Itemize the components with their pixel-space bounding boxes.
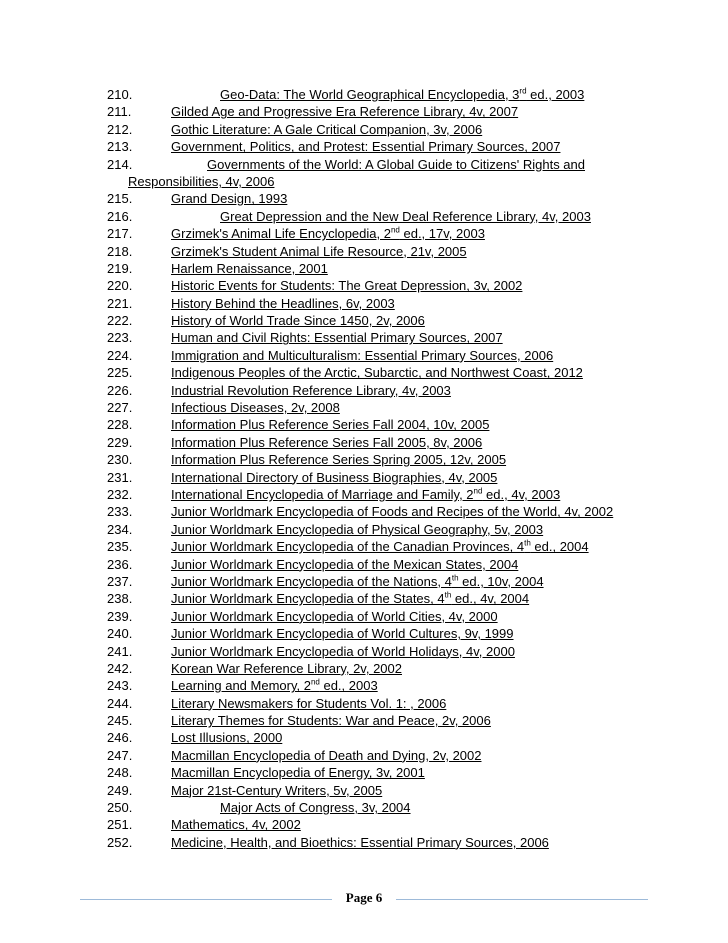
list-item [107,382,667,399]
item-number: 236. [107,556,133,572]
list-item [107,486,667,503]
item-title-link[interactable]: Macmillan Encyclopedia of Energy, 3v, 2001 [171,765,425,781]
page-footer [80,890,648,905]
item-title-link[interactable]: Immigration and Multiculturalism: Essential Primary Sources, 2006 [171,347,554,363]
list-item [107,243,667,260]
list-item [107,86,667,103]
list-item [107,103,667,120]
item-title-link[interactable]: Major Acts of Congress, 3v, 2004 [220,800,411,816]
item-title-link[interactable]: International Encyclopedia of Marriage and Family, 2nd ed., 4v, 2003 [171,486,561,502]
list-item [107,399,667,416]
list-item [107,643,667,660]
list-item [107,764,667,781]
item-title-link[interactable]: Junior Worldmark Encyclopedia of the Nations, 4th ed., 10v, 2004 [171,573,544,589]
list-item [107,208,667,225]
item-title-link[interactable]: Indigenous Peoples of the Arctic, Subarctic, and Northwest Coast, 2012 [171,365,583,381]
item-title-link[interactable]: Harlem Renaissance, 2001 [171,260,328,276]
item-number: 234. [107,521,133,537]
list-item [107,121,667,138]
item-title-link[interactable]: History of World Trade Since 1450, 2v, 2006 [171,313,425,329]
item-number: 221. [107,295,133,311]
item-title-link[interactable]: Information Plus Reference Series Fall 2004, 10v, 2005 [171,417,490,433]
list-item [107,521,667,538]
item-title-link[interactable]: Junior Worldmark Encyclopedia of World Cities, 4v, 2000 [171,608,498,624]
item-number: 244. [107,695,133,711]
item-number: 225. [107,365,133,381]
item-number: 216. [107,208,133,224]
item-number: 218. [107,243,133,259]
item-title-link[interactable]: Grzimek's Animal Life Encyclopedia, 2nd ed., 17v, 2003 [171,225,485,242]
item-number: 235. [107,539,133,555]
item-title-link[interactable]: Gothic Literature: A Gale Critical Companion, 3v, 2006 [171,121,483,137]
item-title-link[interactable]: Junior Worldmark Encyclopedia of the States, 4th ed., 4v, 2004 [171,591,530,607]
item-number: 213. [107,139,133,155]
item-title-link[interactable]: Governments of the World: A Global Guide to Citizens' Rights and [207,156,585,172]
item-number: 215. [107,191,133,207]
item-number: 220. [107,278,133,294]
item-title-link[interactable]: Junior Worldmark Encyclopedia of World Cultures, 9v, 1999 [171,626,514,642]
list-item [107,590,667,607]
item-title-link[interactable]: Grand Design, 1993 [171,191,288,207]
list-item [107,503,667,520]
list-item [107,747,667,764]
item-number: 242. [107,660,133,676]
item-title-link[interactable]: Literary Newsmakers for Students Vol. 1: , 2006 [171,695,447,711]
list-item [107,277,667,294]
item-number: 248. [107,765,133,781]
item-number: 237. [107,573,133,589]
item-title-link[interactable]: Mathematics, 4v, 2002 [171,817,301,833]
list-item [107,138,667,155]
list-item [107,260,667,277]
item-number: 247. [107,747,133,763]
list-item [107,712,667,729]
list-item [107,834,667,851]
list-item [107,347,667,364]
item-title-link[interactable]: Geo-Data: The World Geographical Encyclopedia, 3rd ed., 2003 [220,86,585,102]
item-number: 245. [107,713,133,729]
item-number: 249. [107,782,133,798]
item-title-link[interactable]: Literary Themes for Students: War and Peace, 2v, 2006 [171,713,491,729]
item-number: 229. [107,434,133,450]
item-title-link[interactable]: Information Plus Reference Series Fall 2005, 8v, 2006 [171,434,483,450]
list-item [107,608,667,625]
list-item [107,225,667,242]
item-number: 238. [107,591,133,607]
list-item [107,451,667,468]
item-number: 252. [107,834,133,850]
item-number: 227. [107,400,133,416]
item-number: 214. [107,156,133,172]
item-number: 250. [107,800,133,816]
item-title-link[interactable]: Government, Politics, and Protest: Essential Primary Sources, 2007 [171,139,561,155]
item-title-link[interactable]: Industrial Revolution Reference Library, 4v, 2003 [171,382,451,398]
list-item [107,625,667,642]
list-item [107,782,667,799]
item-title-link[interactable]: Infectious Diseases, 2v, 2008 [171,400,340,416]
list-item [107,695,667,712]
item-title-link[interactable]: Junior Worldmark Encyclopedia of the Mexican States, 2004 [171,556,519,572]
item-number: 251. [107,817,133,833]
item-title-link[interactable]: Great Depression and the New Deal Reference Library, 4v, 2003 [220,208,591,224]
item-number: 243. [107,678,133,694]
item-title-link[interactable]: Major 21st-Century Writers, 5v, 2005 [171,782,383,798]
item-number: 219. [107,260,133,276]
item-number: 223. [107,330,133,346]
list-item [107,364,667,381]
item-number: 240. [107,626,133,642]
item-number: 224. [107,347,133,363]
item-number: 241. [107,643,133,659]
item-title-link[interactable]: Junior Worldmark Encyclopedia of Foods and Recipes of the World, 4v, 2002 [171,504,614,520]
list-item [107,677,667,694]
list-item [107,729,667,746]
item-number: 210. [107,87,133,102]
list-item [107,190,667,207]
item-title-link[interactable]: Grzimek's Student Animal Life Resource, 21v, 2005 [171,243,467,259]
item-number: 233. [107,504,133,520]
item-title-link[interactable]: Junior Worldmark Encyclopedia of World Holidays, 4v, 2000 [171,643,515,659]
item-title-link[interactable]: Medicine, Health, and Bioethics: Essential Primary Sources, 2006 [171,834,549,850]
item-title-link[interactable]: History Behind the Headlines, 6v, 2003 [171,295,395,311]
item-title-link[interactable]: Gilded Age and Progressive Era Reference Library, 4v, 2007 [171,104,519,120]
list-item [107,660,667,677]
list-item [107,469,667,486]
item-number: 217. [107,226,133,242]
list-item [107,556,667,573]
list-item [107,156,667,191]
item-title-link[interactable]: Information Plus Reference Series Spring 2005, 12v, 2005 [171,452,507,468]
list-item [107,573,667,590]
list-item [107,816,667,833]
item-number: 228. [107,417,133,433]
reference-list [107,86,667,851]
list-item [107,312,667,329]
item-title-link[interactable]: Junior Worldmark Encyclopedia of Physical Geography, 5v, 2003 [171,521,544,537]
item-title-link[interactable]: Historic Events for Students: The Great Depression, 3v, 2002 [171,278,523,294]
item-number: 232. [107,487,133,502]
list-item [107,538,667,555]
list-item [107,295,667,312]
item-title-link[interactable]: International Directory of Business Biographies, 4v, 2005 [171,469,498,485]
item-title-link[interactable]: Macmillan Encyclopedia of Death and Dying, 2v, 2002 [171,747,482,763]
item-number: 246. [107,730,133,746]
list-item [107,799,667,816]
item-number: 222. [107,313,133,329]
item-number: 211. [107,104,132,120]
item-number: 212. [107,121,133,137]
item-title-link[interactable]: Korean War Reference Library, 2v, 2002 [171,660,402,676]
item-title-link[interactable]: Junior Worldmark Encyclopedia of the Canadian Provinces, 4th ed., 2004 [171,538,589,555]
footer-rule-right [396,899,648,900]
list-item [107,329,667,346]
item-title-continuation[interactable]: Responsibilities, 4v, 2006 [128,173,275,189]
item-number: 231. [107,469,133,485]
item-number: 226. [107,382,133,398]
list-item [107,434,667,451]
item-number: 230. [107,452,133,468]
item-title-link[interactable]: Learning and Memory, 2nd ed., 2003 [171,677,378,694]
item-title-link[interactable]: Human and Civil Rights: Essential Primary Sources, 2007 [171,330,503,346]
item-title-link[interactable]: Lost Illusions, 2000 [171,730,283,746]
list-item [107,416,667,433]
page-number: Page 6 [345,890,383,905]
item-number: 239. [107,608,133,624]
